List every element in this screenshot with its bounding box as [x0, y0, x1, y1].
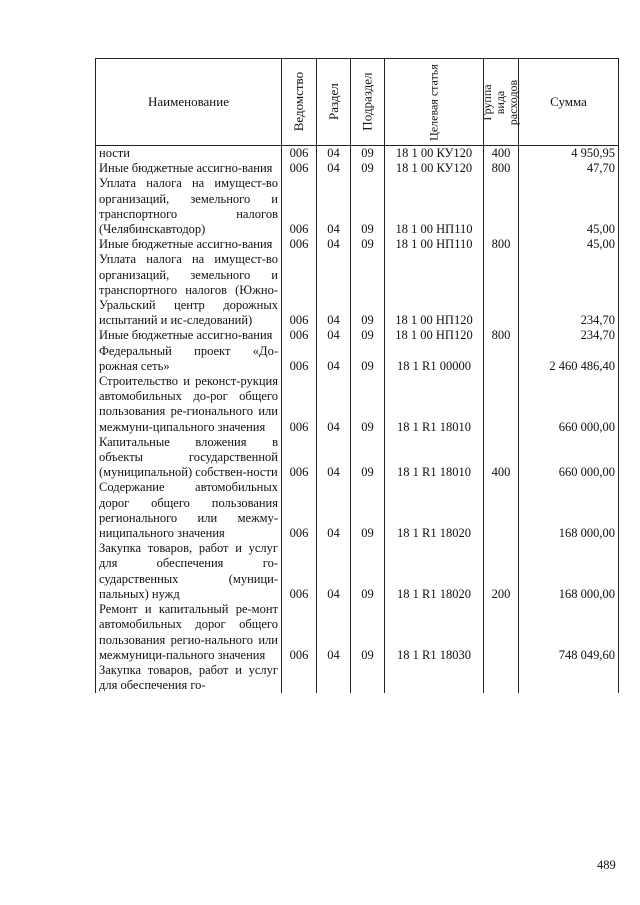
cell-name: Строительство и реконст-рукция автомобильных до-рог общего пользования ре-гионального или межмуни-ципального значения — [96, 374, 282, 435]
cell-name: Ремонт и капитальный ре-монт автомобильных дорог общего пользования регио-нального или межмуници-пального значения — [96, 602, 282, 663]
cell-razdel: 04 — [317, 602, 351, 663]
table-row — [96, 146, 619, 162]
cell-name: Капитальные вложения в объекты государственной (муниципальной) собствен-ности — [96, 435, 282, 481]
cell-podrazdel: 09 — [351, 435, 385, 481]
table-header-row — [96, 59, 619, 146]
cell-celevaya: 18 1 00 КУ120 — [385, 161, 484, 176]
cell-razdel: 04 — [317, 146, 351, 162]
table-row — [96, 252, 619, 328]
cell-celevaya: 18 1 R1 18030 — [385, 602, 484, 663]
cell-summa: 4 950,95 — [519, 146, 619, 162]
cell-celevaya: 18 1 00 НП120 — [385, 328, 484, 343]
cell-name: Закупка товаров, работ и услуг для обеспечения го-сударственных (муници-пальных) нужд — [96, 541, 282, 602]
table-row — [96, 237, 619, 252]
table-row — [96, 161, 619, 176]
cell-gruppa: 400 — [484, 146, 519, 162]
header-razdel: Раздел — [317, 59, 351, 146]
cell-summa: 168 000,00 — [519, 541, 619, 602]
cell-name: Федеральный проект «До-рожная сеть» — [96, 344, 282, 374]
table-row — [96, 480, 619, 541]
table-row — [96, 663, 619, 693]
cell-podrazdel — [351, 663, 385, 693]
cell-summa: 45,00 — [519, 237, 619, 252]
cell-summa: 47,70 — [519, 161, 619, 176]
cell-celevaya: 18 1 R1 18020 — [385, 480, 484, 541]
cell-vedomstvo: 006 — [282, 252, 317, 328]
cell-razdel: 04 — [317, 237, 351, 252]
cell-gruppa: 800 — [484, 237, 519, 252]
table-row — [96, 541, 619, 602]
cell-vedomstvo: 006 — [282, 480, 317, 541]
cell-vedomstvo: 006 — [282, 374, 317, 435]
cell-razdel: 04 — [317, 161, 351, 176]
cell-podrazdel: 09 — [351, 176, 385, 237]
cell-gruppa — [484, 252, 519, 328]
cell-vedomstvo: 006 — [282, 602, 317, 663]
cell-celevaya: 18 1 R1 18010 — [385, 435, 484, 481]
cell-name: Уплата налога на имущест-во организаций, земельного и транспортного налогов (Челябинскавтодор) — [96, 176, 282, 237]
header-vedomstvo: Ведомство — [282, 59, 317, 146]
cell-gruppa: 400 — [484, 435, 519, 481]
cell-vedomstvo: 006 — [282, 176, 317, 237]
cell-summa: 45,00 — [519, 176, 619, 237]
cell-summa: 748 049,60 — [519, 602, 619, 663]
cell-vedomstvo: 006 — [282, 344, 317, 374]
table-row — [96, 374, 619, 435]
cell-razdel: 04 — [317, 374, 351, 435]
cell-summa: 168 000,00 — [519, 480, 619, 541]
table-row — [96, 328, 619, 343]
cell-celevaya: 18 1 R1 00000 — [385, 344, 484, 374]
cell-gruppa — [484, 374, 519, 435]
header-podrazdel: Подраздел — [351, 59, 385, 146]
cell-gruppa — [484, 663, 519, 693]
cell-gruppa: 200 — [484, 541, 519, 602]
cell-summa: 660 000,00 — [519, 435, 619, 481]
table-row — [96, 435, 619, 481]
cell-celevaya — [385, 663, 484, 693]
header-gruppa: Группа вида расходов — [484, 59, 519, 146]
cell-podrazdel: 09 — [351, 480, 385, 541]
cell-podrazdel: 09 — [351, 602, 385, 663]
cell-gruppa: 800 — [484, 328, 519, 343]
cell-podrazdel: 09 — [351, 344, 385, 374]
cell-summa: 234,70 — [519, 252, 619, 328]
header-celevaya: Целевая статья — [385, 59, 484, 146]
cell-vedomstvo: 006 — [282, 435, 317, 481]
cell-vedomstvo: 006 — [282, 146, 317, 162]
cell-razdel: 04 — [317, 328, 351, 343]
cell-name: Иные бюджетные ассигно-вания — [96, 328, 282, 343]
cell-vedomstvo: 006 — [282, 328, 317, 343]
cell-podrazdel: 09 — [351, 541, 385, 602]
cell-podrazdel: 09 — [351, 328, 385, 343]
cell-vedomstvo: 006 — [282, 237, 317, 252]
cell-summa: 660 000,00 — [519, 374, 619, 435]
cell-podrazdel: 09 — [351, 237, 385, 252]
cell-celevaya: 18 1 00 НП110 — [385, 237, 484, 252]
cell-celevaya: 18 1 R1 18010 — [385, 374, 484, 435]
cell-name: Уплата налога на имущест-во организаций, земельного и транспортного налогов (Южно-Уральский центр дорожных испытаний и ис-следований) — [96, 252, 282, 328]
cell-name: Иные бюджетные ассигно-вания — [96, 237, 282, 252]
cell-celevaya: 18 1 00 НП120 — [385, 252, 484, 328]
header-summa: Сумма — [519, 59, 619, 146]
cell-gruppa: 800 — [484, 161, 519, 176]
cell-razdel: 04 — [317, 480, 351, 541]
cell-name: ности — [96, 146, 282, 162]
cell-vedomstvo: 006 — [282, 541, 317, 602]
cell-celevaya: 18 1 00 НП110 — [385, 176, 484, 237]
cell-razdel: 04 — [317, 252, 351, 328]
cell-gruppa — [484, 344, 519, 374]
cell-summa: 234,70 — [519, 328, 619, 343]
cell-podrazdel: 09 — [351, 146, 385, 162]
cell-celevaya: 18 1 00 КУ120 — [385, 146, 484, 162]
cell-razdel: 04 — [317, 541, 351, 602]
table-row — [96, 176, 619, 237]
page-number: 489 — [597, 858, 616, 872]
cell-podrazdel: 09 — [351, 374, 385, 435]
cell-summa: 2 460 486,40 — [519, 344, 619, 374]
cell-vedomstvo: 006 — [282, 161, 317, 176]
table-row — [96, 602, 619, 663]
cell-vedomstvo — [282, 663, 317, 693]
cell-gruppa — [484, 602, 519, 663]
cell-name: Иные бюджетные ассигно-вания — [96, 161, 282, 176]
cell-razdel — [317, 663, 351, 693]
cell-razdel: 04 — [317, 435, 351, 481]
table-row — [96, 344, 619, 374]
cell-name: Содержание автомобильных дорог общего пользования регионального или межму-ниципального значения — [96, 480, 282, 541]
cell-summa — [519, 663, 619, 693]
budget-table — [95, 58, 619, 693]
cell-celevaya: 18 1 R1 18020 — [385, 541, 484, 602]
header-name: Наименование — [96, 59, 282, 146]
cell-gruppa — [484, 480, 519, 541]
cell-gruppa — [484, 176, 519, 237]
cell-podrazdel: 09 — [351, 161, 385, 176]
cell-name: Закупка товаров, работ и услуг для обеспечения го- — [96, 663, 282, 693]
cell-razdel: 04 — [317, 176, 351, 237]
cell-razdel: 04 — [317, 344, 351, 374]
cell-podrazdel: 09 — [351, 252, 385, 328]
